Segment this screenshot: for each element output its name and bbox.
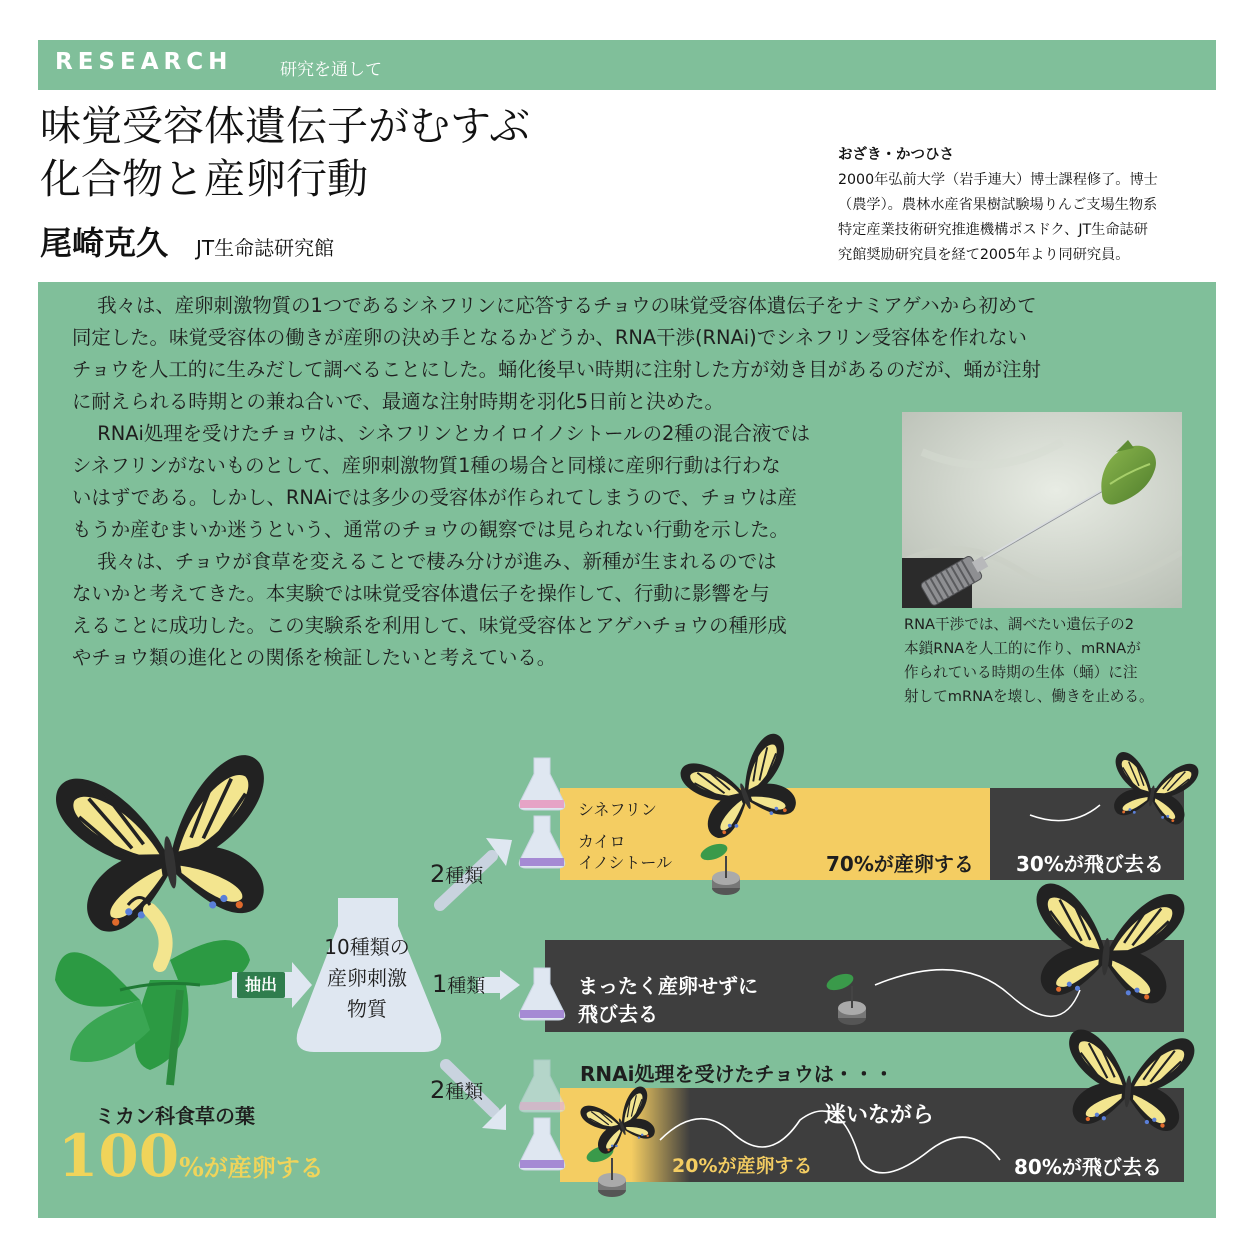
chem-inositol-2: イノシトール — [578, 853, 673, 872]
count-unit: 種類 — [447, 975, 486, 997]
caption-line: RNA干渉では、調べたい遺伝子の2 — [904, 616, 1135, 633]
inositol-liquid — [520, 858, 564, 866]
banner-label-en: RESEARCH — [55, 49, 233, 75]
text-line: 我々は、産卵刺激物質の1つであるシネフリンに応答するチョウの味覚受容体遺伝子をナミアゲハから初めて — [97, 294, 1037, 317]
percentage-value: 100 — [58, 1122, 180, 1190]
top-row-lay-label: 70%が産卵する — [826, 852, 974, 876]
mid-row-label — [578, 972, 758, 1028]
text-line: 我々は、チョウが食草を変えることで棲み分けが進み、新種が生まれるのでは — [97, 550, 777, 573]
count-unit: 種類 — [445, 865, 484, 887]
count-num: 1 — [432, 970, 448, 998]
profile-line: 究館奨励研究員を経て2005年より同研究員。 — [838, 247, 1130, 263]
swallowtail-butterfly-icon — [53, 753, 282, 937]
text-line: ないかと考えてきた。本実験では味覚受容体遺伝子を操作して、行動に影響を与 — [72, 582, 770, 605]
text-line: RNAi処理を受けたチョウは、シネフリンとカイロイノシトールの2種の混合液では — [97, 422, 811, 445]
bot-row-lay-label: 20%が産卵する — [672, 1155, 813, 1177]
flask-label-line: 物質 — [347, 997, 387, 1021]
single-liquid — [520, 1010, 564, 1018]
profile-line: （農学）。農林水産省果樹試験場りんご支場生物系 — [838, 197, 1158, 213]
count-unit: 種類 — [445, 1081, 484, 1103]
text-line: チョウを人工的に生みだして調べることにした。蛹化後早い時期に注射した方が効き目があるのだが、蛹が注射 — [72, 358, 1041, 381]
title-line-2: 化合物と産卵行動 — [40, 155, 368, 203]
rnai-header: RNAi処理を受けたチョウは・・・ — [580, 1062, 894, 1086]
branch-count-top — [430, 860, 483, 888]
text-line: シネフリンがないものとして、産卵刺激物質1種の場合と同様に産卵行動は行わな — [72, 454, 781, 477]
rnai-faded-liquid — [520, 1102, 564, 1110]
chem-synephrine: シネフリン — [578, 800, 657, 819]
branch-count-bot — [430, 1076, 483, 1104]
caption-line: 本鎖RNAを人工的に作り、mRNAが — [904, 640, 1141, 657]
chem-inositol-1: カイロ — [578, 832, 626, 851]
bot-row-fly-label: 80%が飛び去る — [1014, 1155, 1162, 1179]
percentage-tail: が産卵する — [203, 1154, 324, 1182]
count-num: 2 — [430, 860, 446, 888]
count-num: 2 — [430, 1076, 446, 1104]
mid-row-line: まったく産卵せずに — [578, 974, 758, 998]
title-line-1: 味覚受容体遺伝子がむすぶ — [40, 102, 530, 150]
leaf-lay-percentage — [58, 1122, 324, 1190]
caption-line: 作られている時期の生体（蛹）に注 — [904, 664, 1138, 681]
citrus-leaf-icon — [55, 940, 250, 1085]
leaf-label: ミカン科食草の葉 — [95, 1104, 255, 1128]
flask-label-line: 10種類の — [324, 935, 410, 959]
synephrine-liquid — [520, 800, 564, 808]
author-affiliation: JT生命誌研究館 — [196, 236, 335, 260]
top-row-fly-label: 30%が飛び去る — [1016, 852, 1164, 876]
text-line: えることに成功した。この実験系を利用して、味覚受容体とアゲハチョウの種形成 — [72, 614, 787, 637]
rnai-liquid — [520, 1160, 564, 1168]
author-kana: おざき・かつひさ — [838, 147, 954, 163]
profile-line: 特定産業技術研究推進機構ポスドク、JT生命誌研 — [838, 222, 1148, 238]
text-line: やチョウ類の進化との関係を検証したいと考えている。 — [72, 646, 557, 669]
hesitate-label: 迷いながら — [824, 1103, 935, 1128]
flask-label-line: 産卵刺激 — [327, 966, 407, 990]
author-name: 尾崎克久 — [40, 224, 169, 262]
text-line: もうか産むまいか迷うという、通常のチョウの観察では見られない行動を示した。 — [72, 518, 789, 541]
branch-count-mid — [432, 970, 485, 998]
text-line: 同定した。味覚受容体の働きが産卵の決め手となるかどうか、RNA干渉(RNAi)でシネフリン受容体を作れない — [72, 326, 1027, 349]
extract-label: 抽出 — [237, 972, 285, 998]
caption-line: 射してmRNAを壊し、働きを止める。 — [904, 688, 1154, 705]
banner-label-jp: 研究を通して — [280, 60, 382, 80]
profile-line: 2000年弘前大学（岩手連大）博士課程修了。博士 — [838, 172, 1158, 188]
percentage-unit: % — [179, 1153, 204, 1183]
mid-row-line: 飛び去る — [578, 1002, 658, 1026]
text-line: いはずである。しかし、RNAiでは多少の受容体が作られてしまうので、チョウは産 — [72, 486, 797, 509]
flask-label — [314, 932, 420, 1025]
text-line: に耐えられる時期との兼ね合いで、最適な注射時期を羽化5日前と決めた。 — [72, 390, 724, 413]
